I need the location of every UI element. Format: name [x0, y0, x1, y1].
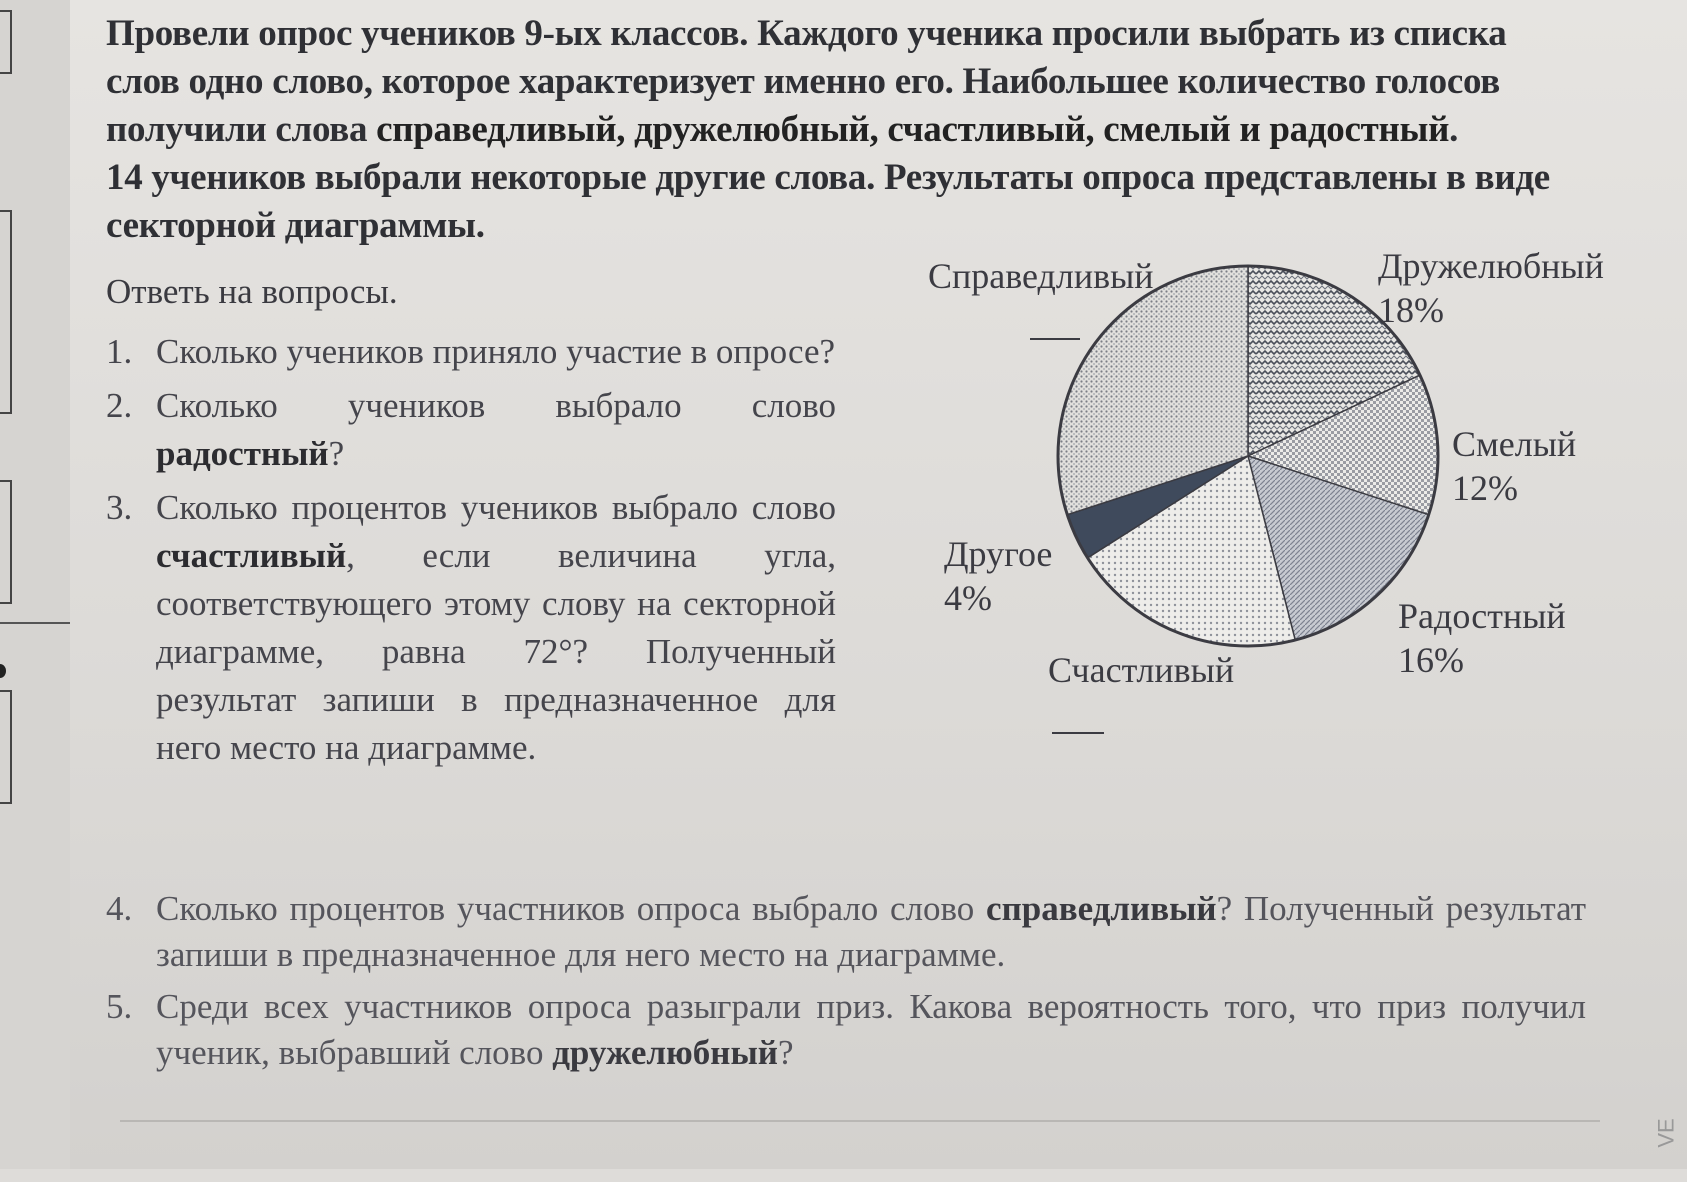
question-item: [106, 886, 1586, 978]
edge-box: [0, 10, 12, 74]
answer-table-edge: [120, 1120, 1600, 1182]
question-text: Сколько процентов участников опроса выбрало слово: [156, 889, 987, 928]
intro-line: секторной диаграммы.: [106, 205, 485, 246]
question-item: [106, 984, 1586, 1076]
label-schastlivyi: [1048, 648, 1234, 692]
label-smelyi: [1452, 422, 1576, 510]
question-item: [106, 382, 836, 478]
label-radostnyi: [1398, 594, 1566, 682]
edge-box: [0, 210, 12, 414]
question-list-wide: [106, 886, 1586, 1082]
slice-label: Счастливый: [1048, 650, 1235, 690]
question-text: Сколько учеников приняло участие в опросе?: [156, 332, 836, 371]
side-tag: VE: [1653, 1118, 1679, 1148]
question-text: Среди всех участников опроса разыграли приз. Какова вероятность того, что приз получил ученик, выбравший слово: [156, 987, 1586, 1072]
question-text: , если величина угла, соответствующего этому слову на секторной диаграмме, равна 72°? Полученный результат запиши в предназначенное для него место на диаграмме.: [156, 536, 836, 767]
slice-value: 12%: [1452, 468, 1518, 508]
slice-label: Радостный: [1398, 596, 1566, 636]
answer-blank-schastlivyi[interactable]: [1052, 732, 1104, 734]
slice-value: 18%: [1378, 290, 1444, 330]
question-number: 4.: [106, 889, 133, 928]
slice-label: Справедливый: [928, 256, 1154, 296]
question-item: [106, 328, 836, 376]
edge-box: [0, 690, 12, 804]
slice-value: 16%: [1398, 640, 1464, 680]
edge-box: [0, 480, 12, 604]
label-druzhelyubnyi: [1378, 244, 1604, 332]
question-keyword: справедливый: [986, 889, 1217, 928]
intro-line: 14 учеников выбрали некоторые другие слова. Результаты опроса представлены в виде: [106, 157, 1550, 198]
slice-label: Дружелюбный: [1378, 246, 1604, 286]
left-page-edge: [0, 0, 70, 1169]
slice-label: Другое: [944, 534, 1053, 574]
question-text: ?: [328, 434, 345, 473]
question-keyword: радостный: [156, 434, 329, 473]
intro-text: .: [1449, 109, 1459, 150]
intro-text: получили слова: [106, 109, 377, 150]
label-drugoe: [944, 532, 1052, 620]
intro-line: [106, 106, 1606, 154]
task-intro: [106, 10, 1606, 250]
answer-prompt: Ответь на вопросы.: [106, 272, 398, 311]
edge-dot: [0, 664, 6, 678]
edge-line: [0, 622, 70, 624]
question-number: 3.: [106, 488, 133, 527]
question-list: [106, 328, 836, 778]
question-number: 5.: [106, 987, 133, 1026]
question-keyword: счастливый: [156, 536, 347, 575]
question-keyword: дружелюбный: [552, 1033, 778, 1072]
question-text: Сколько процентов учеников выбрало слово: [156, 488, 836, 527]
label-spravedlivyi: [928, 254, 1154, 298]
intro-line: слов одно слово, которое характеризует именно его. Наибольшее количество голосов: [106, 61, 1500, 102]
question-text: Сколько учеников выбрало слово: [156, 386, 836, 425]
intro-keywords: справедливый, дружелюбный, счастливый, смелый и радостный: [376, 109, 1450, 150]
answer-blank-spravedlivyi[interactable]: [1030, 338, 1080, 340]
intro-line: Провели опрос учеников 9-ых классов. Каждого ученика просили выбрать из списка: [106, 13, 1507, 54]
question-number: 1.: [106, 332, 133, 371]
slice-value: 4%: [944, 578, 992, 618]
question-text: ?: [777, 1033, 794, 1072]
question-text: ? Полученный результат запиши в предназначенное для него место на диаграмме.: [156, 889, 1586, 974]
slice-label: Смелый: [1452, 424, 1577, 464]
pie-chart-area: [920, 246, 1650, 820]
question-number: 2.: [106, 386, 133, 425]
question-item: [106, 484, 836, 772]
